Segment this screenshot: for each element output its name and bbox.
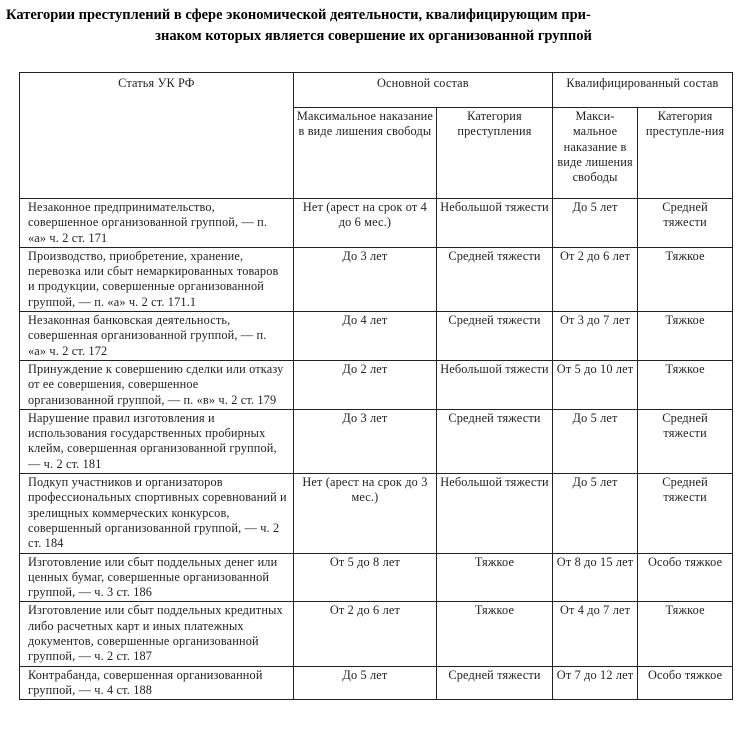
table-row [20, 360, 733, 409]
cell-qualified-max: От 3 до 7 лет [552, 312, 637, 361]
cell-article: Изготовление или сбыт поддельных кредитных либо расчетных карт и иных платежных документов, совершенные организованной группой, — ч. 2 ст. 187 [20, 602, 294, 666]
table-row [20, 602, 733, 666]
cell-basic-max: До 3 лет [293, 247, 436, 311]
cell-basic-max: Нет (арест на срок от 4 до 6 мес.) [293, 199, 436, 248]
cell-qualified-category: Средней тяжести [638, 474, 733, 553]
cell-qualified-max: От 8 до 15 лет [552, 553, 637, 602]
cell-basic-category: Небольшой тяжести [437, 474, 553, 553]
cell-basic-category: Средней тяжести [437, 312, 553, 361]
cell-basic-max: До 2 лет [293, 360, 436, 409]
header-article: Статья УК РФ [20, 73, 294, 199]
cell-basic-max: До 5 лет [293, 666, 436, 700]
cell-basic-category: Небольшой тяжести [437, 199, 553, 248]
cell-basic-category: Средней тяжести [437, 409, 553, 473]
cell-qualified-category: Особо тяжкое [638, 553, 733, 602]
header-basic-max: Максимальное наказание в виде лишения свободы [293, 108, 436, 199]
cell-basic-max: От 5 до 8 лет [293, 553, 436, 602]
cell-basic-category: Средней тяжести [437, 247, 553, 311]
cell-qualified-category: Средней тяжести [638, 409, 733, 473]
table-row [20, 666, 733, 700]
cell-qualified-max: От 5 до 10 лет [552, 360, 637, 409]
header-qualified: Квалифицированный состав [552, 73, 732, 108]
cell-article: Производство, приобретение, хранение, перевозка или сбыт немаркированных товаров и продукции, совершенные организованной группой, — п. «а» ч. 2 ст. 171.1 [20, 247, 294, 311]
cell-basic-category: Тяжкое [437, 602, 553, 666]
cell-qualified-category: Тяжкое [638, 360, 733, 409]
cell-article: Нарушение правил изготовления и использования государственных пробирных клейм, совершенная организованной группой, — ч. 2 ст. 181 [20, 409, 294, 473]
cell-article: Подкуп участников и организаторов профессиональных спортивных соревнований и зрелищных коммерческих конкурсов, совершенный организованной группой, — ч. 2 ст. 184 [20, 474, 294, 553]
title-line-1: Категории преступлений в сфере экономической деятельности, квалифицирующим при- [6, 7, 591, 23]
cell-qualified-category: Тяжкое [638, 602, 733, 666]
header-qualified-category: Категория преступле-ния [638, 108, 733, 199]
document-title [6, 5, 741, 47]
table-row [20, 553, 733, 602]
cell-qualified-max: От 4 до 7 лет [552, 602, 637, 666]
cell-article: Изготовление или сбыт поддельных денег или ценных бумаг, совершенные организованной группой, — ч. 3 ст. 186 [20, 553, 294, 602]
cell-article: Контрабанда, совершенная организованной группой, — ч. 4 ст. 188 [20, 666, 294, 700]
table-row [20, 474, 733, 553]
cell-qualified-max: До 5 лет [552, 474, 637, 553]
cell-qualified-max: До 5 лет [552, 409, 637, 473]
crime-categories-table [19, 72, 733, 700]
header-basic: Основной состав [293, 73, 552, 108]
cell-basic-max: От 2 до 6 лет [293, 602, 436, 666]
cell-article: Незаконное предпринимательство, совершенное организованной группой, — п. «а» ч. 2 ст. 171 [20, 199, 294, 248]
cell-qualified-max: До 5 лет [552, 199, 637, 248]
cell-article: Принуждение к совершению сделки или отказу от ее совершения, совершенное организованной группой, — п. «в» ч. 2 ст. 179 [20, 360, 294, 409]
cell-qualified-category: Особо тяжкое [638, 666, 733, 700]
cell-basic-max: До 3 лет [293, 409, 436, 473]
cell-basic-category: Небольшой тяжести [437, 360, 553, 409]
cell-qualified-max: От 7 до 12 лет [552, 666, 637, 700]
table-row [20, 312, 733, 361]
cell-qualified-max: От 2 до 6 лет [552, 247, 637, 311]
table-row [20, 409, 733, 473]
cell-basic-max: До 4 лет [293, 312, 436, 361]
title-line-2: знаком которых является совершение их организованной группой [155, 28, 592, 44]
table-row [20, 247, 733, 311]
cell-article: Незаконная банковская деятельность, совершенная организованной группой, — п. «а» ч. 2 ст. 172 [20, 312, 294, 361]
cell-qualified-category: Тяжкое [638, 312, 733, 361]
header-basic-category: Категория преступления [437, 108, 553, 199]
cell-basic-max: Нет (арест на срок до 3 мес.) [293, 474, 436, 553]
cell-basic-category: Средней тяжести [437, 666, 553, 700]
cell-qualified-category: Тяжкое [638, 247, 733, 311]
cell-qualified-category: Средней тяжести [638, 199, 733, 248]
header-qualified-max: Макси-мальное наказание в виде лишения свободы [552, 108, 637, 199]
cell-basic-category: Тяжкое [437, 553, 553, 602]
table-row [20, 199, 733, 248]
